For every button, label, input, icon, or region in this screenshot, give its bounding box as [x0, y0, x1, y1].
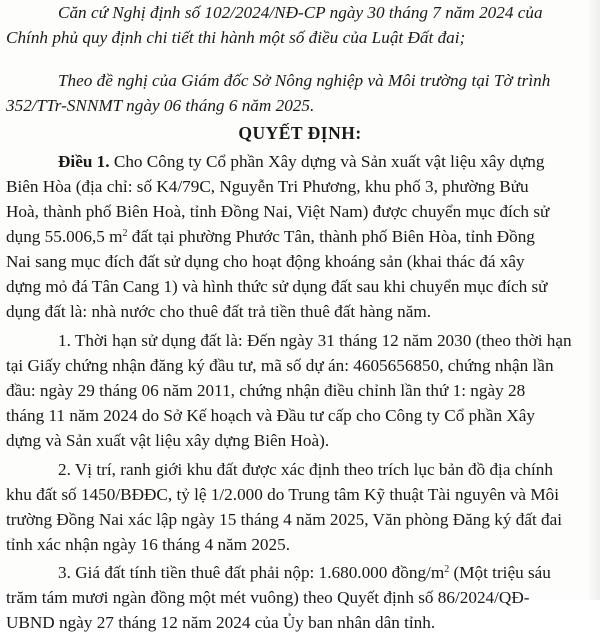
- item-2-line-1: 2. Vị trí, ranh giới khu đất được xác định theo trích lục bản đồ địa chính: [58, 460, 553, 479]
- item-3-text-1a: 3. Giá đất tính tiền thuê đất phải nộp: 1.680.000 đồng/m: [58, 563, 445, 582]
- item-2-line-4: tỉnh xác nhận ngày 16 tháng 4 năm 2025.: [6, 535, 291, 554]
- item-1-line-3: đầu: ngày 29 tháng 06 năm 2011, chứng nhận điều chỉnh lần thứ 1: ngày 28: [6, 381, 526, 400]
- article-1-line-1: [58, 153, 544, 170]
- price-unit-superscript: 2: [444, 564, 450, 575]
- item-1-line-4: tháng 11 năm 2024 do Sở Kế hoạch và Đầu tư cấp cho Công ty Cổ phần Xây: [6, 406, 535, 425]
- item-3-text-1b: (Một triệu sáu: [449, 563, 551, 582]
- article-1-line-7: dụng đất là: nhà nước cho thuê đất trả tiền thuê đất hàng năm.: [6, 302, 432, 321]
- preamble-line-4: 352/TTr-SNNMT ngày 06 tháng 6 năm 2025.: [6, 96, 315, 115]
- article-1-line-4: [6, 228, 535, 245]
- page-edge-shadow: [586, 0, 600, 600]
- item-3-line-2: trăm tám mươi ngàn đồng một mét vuông) theo Quyết định số 86/2024/QĐ-: [6, 588, 530, 607]
- item-1-line-1: 1. Thời hạn sử dụng đất là: Đến ngày 31 tháng 12 năm 2030 (theo thời hạn: [58, 331, 572, 350]
- item-1-line-5: dựng và Sản xuất vật liệu xây dựng Biên Hoà).: [6, 431, 330, 450]
- article-1-text-1: Cho Công ty Cổ phần Xây dựng và Sản xuất vật liệu xây dựng: [109, 152, 545, 171]
- item-2-line-2: khu đất số 1450/BĐĐC, tỷ lệ 1/2.000 do Trung tâm Kỹ thuật Tài nguyên và Môi: [6, 485, 560, 504]
- article-1-line-6: dựng mỏ đá Tân Cang 1) và hình thức sử dụng đất sau khi chuyển mục đích sử: [6, 277, 548, 296]
- item-3-line-1: [58, 564, 551, 581]
- preamble-line-1: Căn cứ Nghị định số 102/2024/NĐ-CP ngày 30 tháng 7 năm 2024 của: [58, 3, 543, 22]
- item-1-line-2: tại Giấy chứng nhận đăng ký đầu tư, mã số dự án: 4605656850, chứng nhận lần: [6, 356, 554, 375]
- preamble-line-3: Theo đề nghị của Giám đốc Sở Nông nghiệp và Môi trường tại Tờ trình: [58, 71, 551, 90]
- article-1-line-2: Biên Hòa (địa chỉ: số K4/79C, Nguyễn Tri Phương, khu phố 3, phường Bửu: [6, 177, 529, 196]
- area-text: dụng 55.006,5 m: [6, 227, 123, 246]
- item-2-line-3: trường Đồng Nai xác lập ngày 15 tháng 4 năm 2025, Văn phòng Đăng ký đất đai: [6, 510, 563, 529]
- item-3-line-3: UBND ngày 27 tháng 12 năm 2024 của Ủy ban nhân dân tỉnh.: [6, 613, 436, 632]
- article-1-line-5: Nai sang mục đích đất sử dụng cho hoạt động khoáng sản (khai thác đá xây: [6, 252, 525, 271]
- article-1-line-3: Hoà, thành phố Biên Hoà, tỉnh Đồng Nai, Việt Nam) được chuyển mục đích sử: [6, 202, 550, 221]
- article-1-label: Điều 1.: [58, 152, 110, 171]
- article-1-text-4b: đất tại phường Phước Tân, thành phố Biên Hòa, tỉnh Đồng: [127, 227, 535, 246]
- preamble-line-2: Chính phủ quy định chi tiết thi hành một số điều của Luật Đất đai;: [6, 28, 466, 47]
- area-unit-superscript: 2: [122, 228, 128, 239]
- decision-title: QUYẾT ĐỊNH:: [238, 123, 362, 143]
